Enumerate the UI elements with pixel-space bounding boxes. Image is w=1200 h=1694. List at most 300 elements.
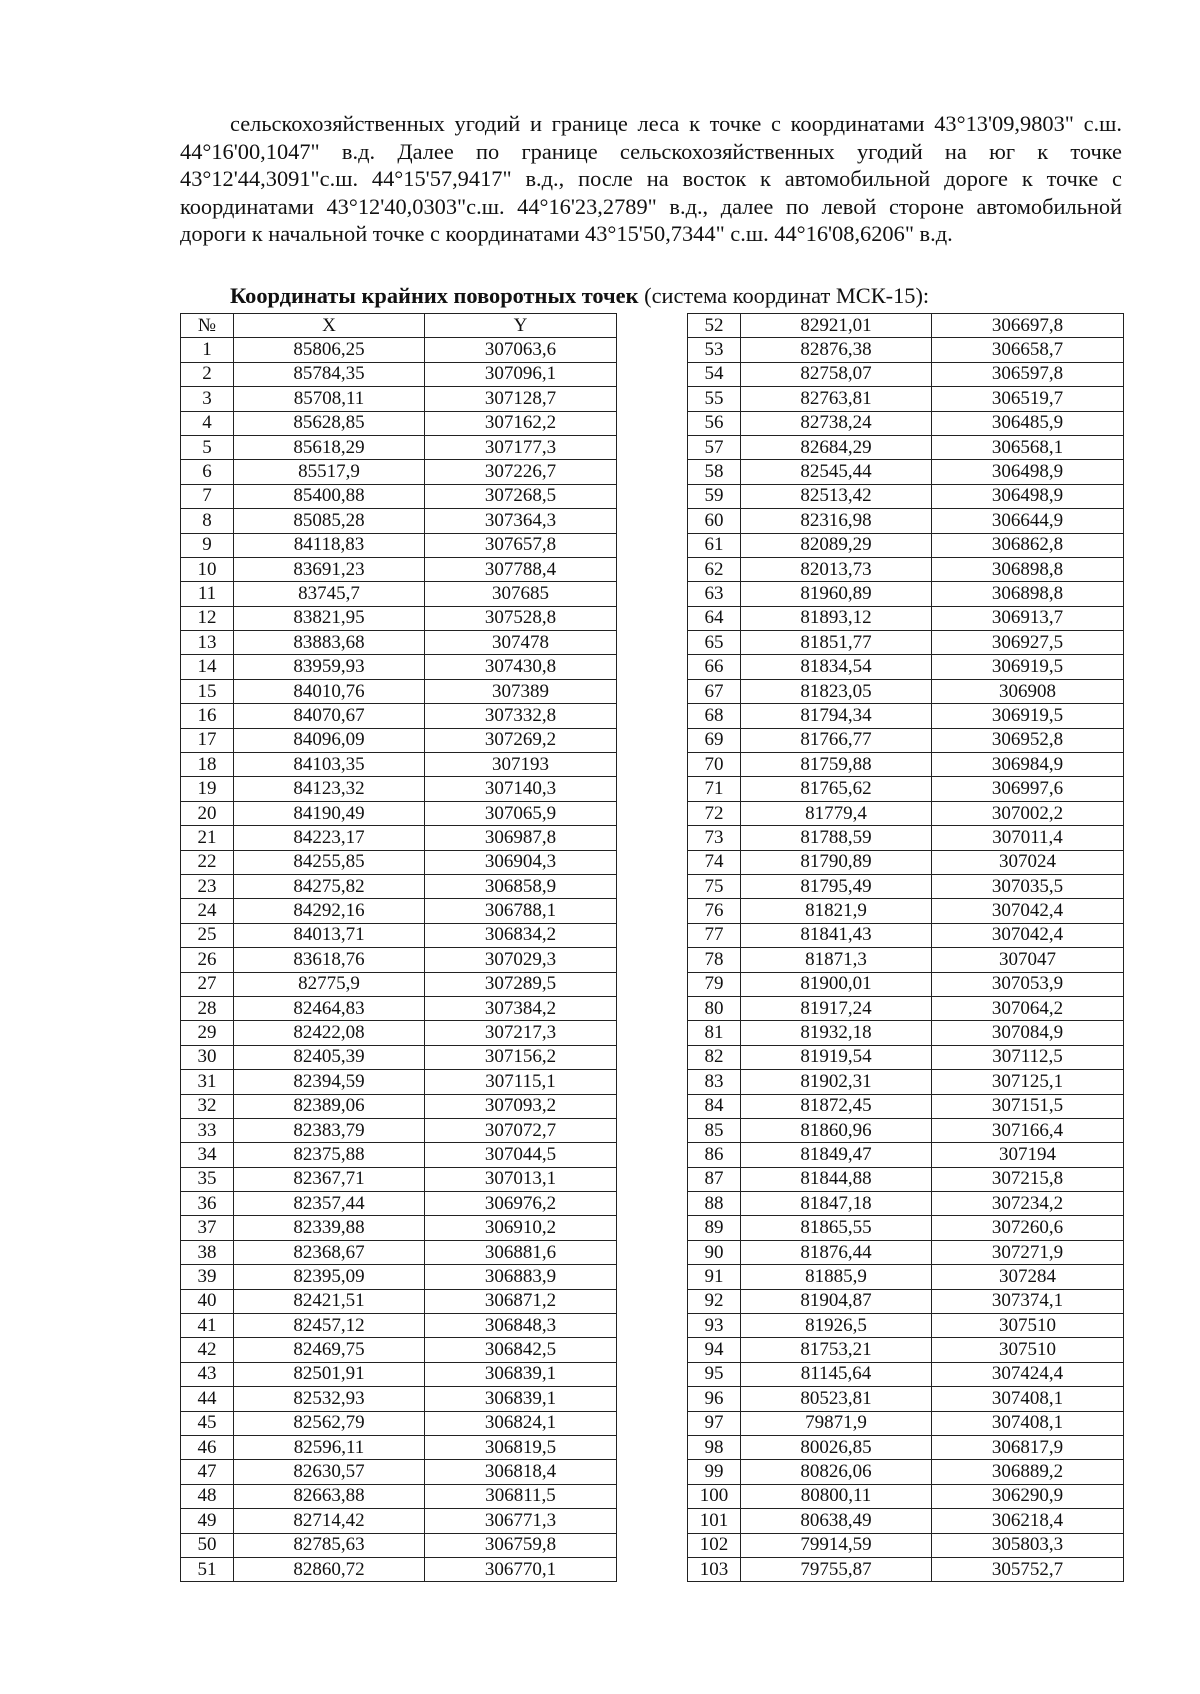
y-coordinate-cell: 307128,7 — [425, 387, 617, 411]
point-number-cell: 38 — [181, 1240, 234, 1264]
x-coordinate-cell: 81753,21 — [741, 1338, 932, 1362]
y-coordinate-cell: 307384,2 — [425, 996, 617, 1020]
x-coordinate-cell: 81765,62 — [741, 777, 932, 801]
table-row — [688, 850, 1124, 874]
point-number-cell: 44 — [181, 1387, 234, 1411]
y-coordinate-cell: 306898,8 — [932, 557, 1124, 581]
x-coordinate-cell: 79914,59 — [741, 1533, 932, 1557]
point-number-cell: 69 — [688, 728, 741, 752]
point-number-cell: 19 — [181, 777, 234, 801]
y-coordinate-cell: 307112,5 — [932, 1045, 1124, 1069]
table-row — [688, 606, 1124, 630]
point-number-cell: 48 — [181, 1484, 234, 1508]
table-row — [688, 582, 1124, 606]
y-coordinate-cell: 307193 — [425, 753, 617, 777]
y-coordinate-cell: 306824,1 — [425, 1411, 617, 1435]
table-row — [688, 1070, 1124, 1094]
table-row — [688, 362, 1124, 386]
point-number-cell: 75 — [688, 874, 741, 898]
point-number-cell: 54 — [688, 362, 741, 386]
x-coordinate-cell: 81795,49 — [741, 874, 932, 898]
y-coordinate-cell: 307271,9 — [932, 1240, 1124, 1264]
table-row — [688, 972, 1124, 996]
y-coordinate-cell: 306817,9 — [932, 1435, 1124, 1459]
x-coordinate-cell: 85628,85 — [234, 411, 425, 435]
table-row — [688, 777, 1124, 801]
y-coordinate-cell: 307408,1 — [932, 1411, 1124, 1435]
y-coordinate-cell: 306889,2 — [932, 1460, 1124, 1484]
x-coordinate-cell: 79755,87 — [741, 1557, 932, 1581]
point-number-cell: 93 — [688, 1314, 741, 1338]
table-row — [181, 1192, 617, 1216]
x-coordinate-cell: 82532,93 — [234, 1387, 425, 1411]
x-coordinate-cell: 81821,9 — [741, 899, 932, 923]
x-coordinate-cell: 81860,96 — [741, 1118, 932, 1142]
x-coordinate-cell: 81844,88 — [741, 1167, 932, 1191]
table-row — [688, 704, 1124, 728]
y-coordinate-cell: 306498,9 — [932, 484, 1124, 508]
y-coordinate-cell: 307084,9 — [932, 1021, 1124, 1045]
table-row — [688, 1533, 1124, 1557]
y-coordinate-cell: 307047 — [932, 948, 1124, 972]
point-number-cell: 10 — [181, 557, 234, 581]
x-coordinate-cell: 82375,88 — [234, 1143, 425, 1167]
table-row — [181, 1557, 617, 1581]
table-row — [688, 484, 1124, 508]
point-number-cell: 29 — [181, 1021, 234, 1045]
y-coordinate-cell: 307657,8 — [425, 533, 617, 557]
y-coordinate-cell: 307268,5 — [425, 484, 617, 508]
table-row — [181, 1362, 617, 1386]
x-coordinate-cell: 81145,64 — [741, 1362, 932, 1386]
table-row — [181, 1460, 617, 1484]
x-coordinate-cell: 81893,12 — [741, 606, 932, 630]
x-coordinate-cell: 81900,01 — [741, 972, 932, 996]
y-coordinate-cell: 306498,9 — [932, 460, 1124, 484]
table-row — [181, 1070, 617, 1094]
table-row — [688, 1460, 1124, 1484]
table-row — [688, 1484, 1124, 1508]
point-number-cell: 5 — [181, 435, 234, 459]
y-coordinate-cell: 306908 — [932, 679, 1124, 703]
x-coordinate-cell: 82714,42 — [234, 1509, 425, 1533]
point-number-cell: 96 — [688, 1387, 741, 1411]
y-coordinate-cell: 306218,4 — [932, 1509, 1124, 1533]
x-coordinate-cell: 85517,9 — [234, 460, 425, 484]
y-coordinate-cell: 307260,6 — [932, 1216, 1124, 1240]
y-coordinate-cell: 307115,1 — [425, 1070, 617, 1094]
x-coordinate-cell: 84070,67 — [234, 704, 425, 728]
table-row — [688, 1240, 1124, 1264]
x-coordinate-cell: 82775,9 — [234, 972, 425, 996]
y-coordinate-cell: 307685 — [425, 582, 617, 606]
point-number-cell: 24 — [181, 899, 234, 923]
point-number-cell: 37 — [181, 1216, 234, 1240]
x-coordinate-cell: 84010,76 — [234, 679, 425, 703]
table-row — [688, 753, 1124, 777]
x-coordinate-cell: 80800,11 — [741, 1484, 932, 1508]
y-coordinate-cell: 306904,3 — [425, 850, 617, 874]
point-number-cell: 84 — [688, 1094, 741, 1118]
y-coordinate-cell: 307042,4 — [932, 899, 1124, 923]
point-number-cell: 80 — [688, 996, 741, 1020]
table-row — [181, 679, 617, 703]
point-number-cell: 8 — [181, 509, 234, 533]
y-coordinate-cell: 305803,3 — [932, 1533, 1124, 1557]
y-coordinate-cell: 307374,1 — [932, 1289, 1124, 1313]
x-coordinate-cell: 82921,01 — [741, 314, 932, 338]
x-coordinate-cell: 82367,71 — [234, 1167, 425, 1191]
x-coordinate-cell: 84013,71 — [234, 923, 425, 947]
table-row — [181, 1533, 617, 1557]
table-row — [181, 655, 617, 679]
table-row — [688, 655, 1124, 679]
x-coordinate-cell: 82383,79 — [234, 1118, 425, 1142]
y-coordinate-cell: 306883,9 — [425, 1265, 617, 1289]
point-number-cell: 40 — [181, 1289, 234, 1313]
y-coordinate-cell: 307013,1 — [425, 1167, 617, 1191]
table-header-row — [181, 314, 617, 338]
x-coordinate-cell: 82860,72 — [234, 1557, 425, 1581]
table-row — [181, 704, 617, 728]
table-row — [688, 1362, 1124, 1386]
y-coordinate-cell: 306952,8 — [932, 728, 1124, 752]
table-row — [688, 1265, 1124, 1289]
x-coordinate-cell: 84255,85 — [234, 850, 425, 874]
y-coordinate-cell: 306519,7 — [932, 387, 1124, 411]
point-number-cell: 56 — [688, 411, 741, 435]
coordinates-heading-system: (система координат МСК-15): — [638, 283, 930, 308]
point-number-cell: 21 — [181, 826, 234, 850]
table-row — [688, 1192, 1124, 1216]
point-number-cell: 67 — [688, 679, 741, 703]
point-number-cell: 42 — [181, 1338, 234, 1362]
y-coordinate-cell: 307217,3 — [425, 1021, 617, 1045]
point-number-cell: 13 — [181, 631, 234, 655]
point-number-cell: 16 — [181, 704, 234, 728]
point-number-cell: 1 — [181, 338, 234, 362]
table-row — [181, 1484, 617, 1508]
x-coordinate-cell: 85784,35 — [234, 362, 425, 386]
table-row — [181, 826, 617, 850]
x-coordinate-cell: 82876,38 — [741, 338, 932, 362]
coordinates-table-left-body — [181, 338, 617, 1582]
point-number-cell: 25 — [181, 923, 234, 947]
table-row — [181, 1411, 617, 1435]
y-coordinate-cell: 307226,7 — [425, 460, 617, 484]
point-number-cell: 89 — [688, 1216, 741, 1240]
y-coordinate-cell: 307430,8 — [425, 655, 617, 679]
x-coordinate-cell: 81865,55 — [741, 1216, 932, 1240]
table-row — [181, 1289, 617, 1313]
x-coordinate-cell: 82013,73 — [741, 557, 932, 581]
x-coordinate-cell: 83883,68 — [234, 631, 425, 655]
point-number-cell: 63 — [688, 582, 741, 606]
y-coordinate-cell: 306839,1 — [425, 1387, 617, 1411]
table-row — [688, 728, 1124, 752]
x-coordinate-cell: 81759,88 — [741, 753, 932, 777]
x-coordinate-cell: 83821,95 — [234, 606, 425, 630]
x-coordinate-cell: 82389,06 — [234, 1094, 425, 1118]
table-row — [688, 899, 1124, 923]
y-coordinate-cell: 306862,8 — [932, 533, 1124, 557]
table-row — [181, 411, 617, 435]
point-number-cell: 47 — [181, 1460, 234, 1484]
table-row — [688, 1143, 1124, 1167]
x-coordinate-cell: 84103,35 — [234, 753, 425, 777]
y-coordinate-cell: 306987,8 — [425, 826, 617, 850]
x-coordinate-cell: 82469,75 — [234, 1338, 425, 1362]
point-number-cell: 101 — [688, 1509, 741, 1533]
y-coordinate-cell: 306984,9 — [932, 753, 1124, 777]
x-coordinate-cell: 80826,06 — [741, 1460, 932, 1484]
x-coordinate-cell: 85806,25 — [234, 338, 425, 362]
x-coordinate-cell: 82395,09 — [234, 1265, 425, 1289]
point-number-cell: 15 — [181, 679, 234, 703]
x-coordinate-cell: 80026,85 — [741, 1435, 932, 1459]
y-coordinate-cell: 307072,7 — [425, 1118, 617, 1142]
table-row — [181, 362, 617, 386]
table-row — [688, 314, 1124, 338]
y-coordinate-cell: 307156,2 — [425, 1045, 617, 1069]
y-coordinate-cell: 306871,2 — [425, 1289, 617, 1313]
table-row — [688, 1021, 1124, 1045]
point-number-cell: 102 — [688, 1533, 741, 1557]
y-coordinate-cell: 307528,8 — [425, 606, 617, 630]
table-row — [181, 1143, 617, 1167]
coordinates-heading-bold: Координаты крайних поворотных точек — [230, 283, 639, 308]
point-number-cell: 97 — [688, 1411, 741, 1435]
y-coordinate-cell: 306858,9 — [425, 874, 617, 898]
point-number-cell: 2 — [181, 362, 234, 386]
point-number-cell: 61 — [688, 533, 741, 557]
point-number-cell: 7 — [181, 484, 234, 508]
table-row — [688, 1411, 1124, 1435]
x-coordinate-cell: 82339,88 — [234, 1216, 425, 1240]
y-coordinate-cell: 307162,2 — [425, 411, 617, 435]
y-coordinate-cell: 307140,3 — [425, 777, 617, 801]
x-coordinate-cell: 83745,7 — [234, 582, 425, 606]
point-number-cell: 74 — [688, 850, 741, 874]
y-coordinate-cell: 306759,8 — [425, 1533, 617, 1557]
table-row — [181, 460, 617, 484]
y-coordinate-cell: 306597,8 — [932, 362, 1124, 386]
x-coordinate-cell: 84292,16 — [234, 899, 425, 923]
y-coordinate-cell: 306697,8 — [932, 314, 1124, 338]
coordinates-heading — [230, 283, 1130, 309]
point-number-cell: 23 — [181, 874, 234, 898]
point-number-cell: 43 — [181, 1362, 234, 1386]
x-coordinate-cell: 84223,17 — [234, 826, 425, 850]
y-coordinate-cell: 307024 — [932, 850, 1124, 874]
x-coordinate-cell: 82457,12 — [234, 1314, 425, 1338]
y-coordinate-cell: 307389 — [425, 679, 617, 703]
x-coordinate-cell: 83691,23 — [234, 557, 425, 581]
y-coordinate-cell: 307125,1 — [932, 1070, 1124, 1094]
point-number-cell: 52 — [688, 314, 741, 338]
x-coordinate-cell: 82357,44 — [234, 1192, 425, 1216]
point-number-cell: 45 — [181, 1411, 234, 1435]
table-row — [688, 1094, 1124, 1118]
table-row — [688, 1167, 1124, 1191]
y-coordinate-cell: 306919,5 — [932, 704, 1124, 728]
table-row — [181, 1045, 617, 1069]
point-number-cell: 4 — [181, 411, 234, 435]
x-coordinate-cell: 82596,11 — [234, 1435, 425, 1459]
y-coordinate-cell: 306819,5 — [425, 1435, 617, 1459]
x-coordinate-cell: 81872,45 — [741, 1094, 932, 1118]
table-row — [181, 557, 617, 581]
table-row — [181, 484, 617, 508]
point-number-cell: 79 — [688, 972, 741, 996]
y-coordinate-cell: 307269,2 — [425, 728, 617, 752]
point-number-cell: 58 — [688, 460, 741, 484]
point-number-cell: 98 — [688, 1435, 741, 1459]
table-row — [181, 1265, 617, 1289]
point-number-cell: 92 — [688, 1289, 741, 1313]
x-coordinate-cell: 81885,9 — [741, 1265, 932, 1289]
table-row — [688, 996, 1124, 1020]
table-row — [181, 1314, 617, 1338]
point-number-cell: 62 — [688, 557, 741, 581]
x-coordinate-cell: 81788,59 — [741, 826, 932, 850]
point-number-cell: 55 — [688, 387, 741, 411]
point-number-cell: 3 — [181, 387, 234, 411]
y-coordinate-cell: 306834,2 — [425, 923, 617, 947]
point-number-cell: 99 — [688, 1460, 741, 1484]
table-row — [688, 509, 1124, 533]
point-number-cell: 95 — [688, 1362, 741, 1386]
table-row — [688, 1387, 1124, 1411]
point-number-cell: 86 — [688, 1143, 741, 1167]
point-number-cell: 73 — [688, 826, 741, 850]
y-coordinate-cell: 306290,9 — [932, 1484, 1124, 1508]
point-number-cell: 81 — [688, 1021, 741, 1045]
y-coordinate-cell: 306997,6 — [932, 777, 1124, 801]
y-coordinate-cell: 306811,5 — [425, 1484, 617, 1508]
y-coordinate-cell: 306848,3 — [425, 1314, 617, 1338]
y-coordinate-cell: 307065,9 — [425, 801, 617, 825]
table-row — [688, 557, 1124, 581]
y-coordinate-cell: 306927,5 — [932, 631, 1124, 655]
x-coordinate-cell: 83618,76 — [234, 948, 425, 972]
table-row — [688, 411, 1124, 435]
point-number-cell: 71 — [688, 777, 741, 801]
x-coordinate-cell: 82089,29 — [741, 533, 932, 557]
y-coordinate-cell: 306881,6 — [425, 1240, 617, 1264]
point-number-cell: 32 — [181, 1094, 234, 1118]
table-row — [688, 874, 1124, 898]
y-coordinate-cell: 307064,2 — [932, 996, 1124, 1020]
table-row — [688, 1118, 1124, 1142]
y-coordinate-cell: 307364,3 — [425, 509, 617, 533]
table-row — [688, 1509, 1124, 1533]
y-coordinate-cell: 307478 — [425, 631, 617, 655]
x-coordinate-cell: 81847,18 — [741, 1192, 932, 1216]
point-number-cell: 100 — [688, 1484, 741, 1508]
point-number-cell: 41 — [181, 1314, 234, 1338]
y-coordinate-cell: 307234,2 — [932, 1192, 1124, 1216]
table-row — [688, 1216, 1124, 1240]
x-coordinate-cell: 81902,31 — [741, 1070, 932, 1094]
table-row — [688, 948, 1124, 972]
x-coordinate-cell: 81841,43 — [741, 923, 932, 947]
table-row — [181, 606, 617, 630]
point-number-cell: 59 — [688, 484, 741, 508]
y-coordinate-cell: 307035,5 — [932, 874, 1124, 898]
x-coordinate-cell: 80638,49 — [741, 1509, 932, 1533]
table-row — [181, 631, 617, 655]
table-row — [181, 801, 617, 825]
table-row — [688, 1557, 1124, 1581]
point-number-cell: 70 — [688, 753, 741, 777]
point-number-cell: 33 — [181, 1118, 234, 1142]
x-coordinate-cell: 85085,28 — [234, 509, 425, 533]
x-coordinate-cell: 85708,11 — [234, 387, 425, 411]
x-coordinate-cell: 82684,29 — [741, 435, 932, 459]
x-coordinate-cell: 84118,83 — [234, 533, 425, 557]
table-row — [688, 923, 1124, 947]
x-coordinate-cell: 81876,44 — [741, 1240, 932, 1264]
y-coordinate-cell: 307042,4 — [932, 923, 1124, 947]
y-coordinate-cell: 306568,1 — [932, 435, 1124, 459]
table-row — [688, 1045, 1124, 1069]
x-coordinate-cell: 81779,4 — [741, 801, 932, 825]
x-coordinate-cell: 81790,89 — [741, 850, 932, 874]
y-coordinate-cell: 306898,8 — [932, 582, 1124, 606]
point-number-cell: 88 — [688, 1192, 741, 1216]
x-coordinate-cell: 82421,51 — [234, 1289, 425, 1313]
point-number-cell: 20 — [181, 801, 234, 825]
table-row — [181, 1118, 617, 1142]
y-coordinate-cell: 307002,2 — [932, 801, 1124, 825]
y-coordinate-cell: 307424,4 — [932, 1362, 1124, 1386]
point-number-cell: 6 — [181, 460, 234, 484]
coordinates-table-left — [180, 313, 617, 1582]
x-coordinate-cell: 82663,88 — [234, 1484, 425, 1508]
x-coordinate-cell: 81849,47 — [741, 1143, 932, 1167]
table-row — [181, 948, 617, 972]
table-row — [181, 1167, 617, 1191]
table-row — [181, 728, 617, 752]
table-row — [181, 1240, 617, 1264]
table-row — [181, 387, 617, 411]
header-y: Y — [425, 314, 617, 338]
table-row — [688, 1338, 1124, 1362]
x-coordinate-cell: 82501,91 — [234, 1362, 425, 1386]
point-number-cell: 18 — [181, 753, 234, 777]
x-coordinate-cell: 81960,89 — [741, 582, 932, 606]
x-coordinate-cell: 82738,24 — [741, 411, 932, 435]
point-number-cell: 50 — [181, 1533, 234, 1557]
x-coordinate-cell: 81917,24 — [741, 996, 932, 1020]
table-row — [181, 874, 617, 898]
table-row — [688, 1314, 1124, 1338]
y-coordinate-cell: 306818,4 — [425, 1460, 617, 1484]
y-coordinate-cell: 307510 — [932, 1314, 1124, 1338]
y-coordinate-cell: 307044,5 — [425, 1143, 617, 1167]
y-coordinate-cell: 307151,5 — [932, 1094, 1124, 1118]
point-number-cell: 49 — [181, 1509, 234, 1533]
table-row — [688, 460, 1124, 484]
x-coordinate-cell: 84190,49 — [234, 801, 425, 825]
x-coordinate-cell: 80523,81 — [741, 1387, 932, 1411]
x-coordinate-cell: 81823,05 — [741, 679, 932, 703]
y-coordinate-cell: 307284 — [932, 1265, 1124, 1289]
y-coordinate-cell: 307332,8 — [425, 704, 617, 728]
x-coordinate-cell: 81794,34 — [741, 704, 932, 728]
header-x: X — [234, 314, 425, 338]
